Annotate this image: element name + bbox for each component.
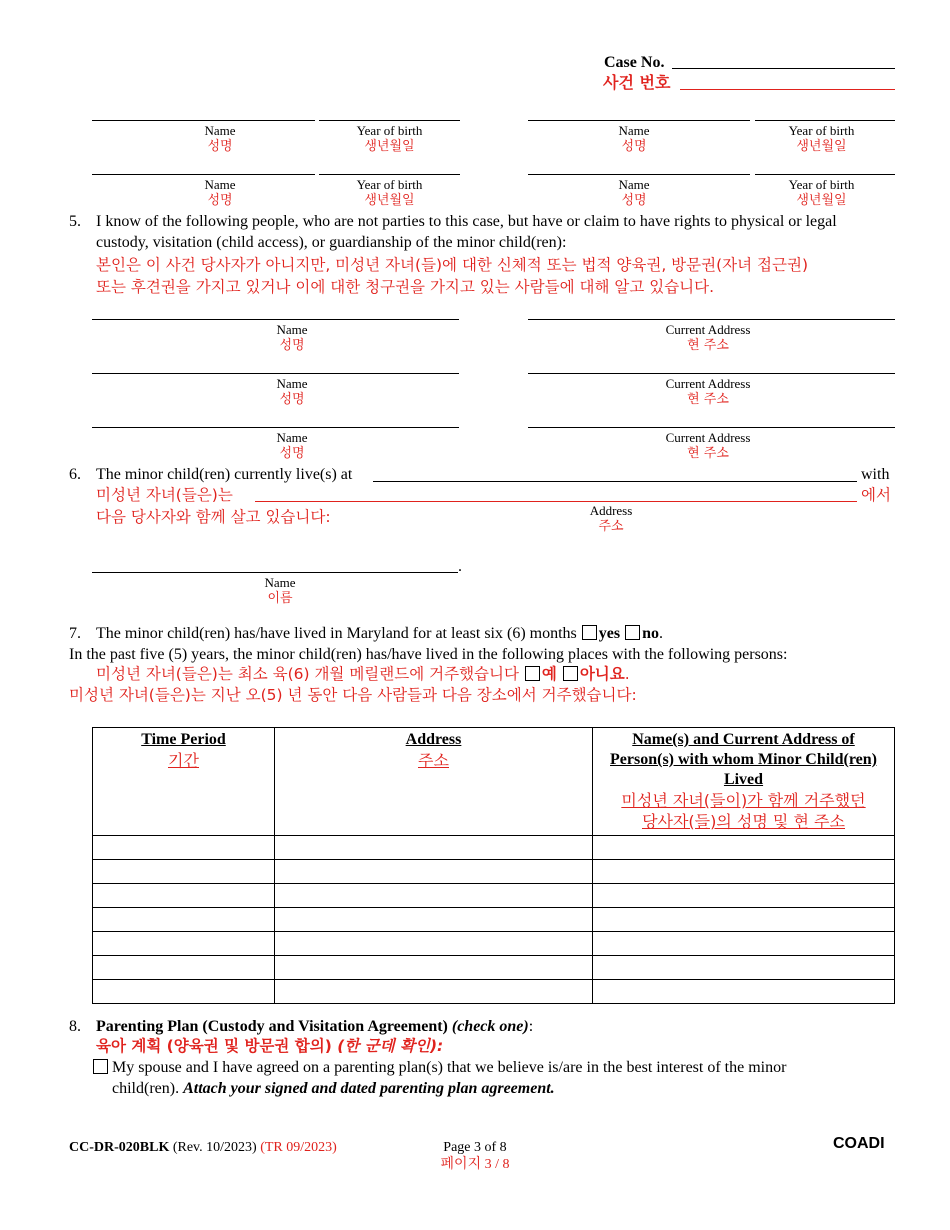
party-yob-line[interactable]	[755, 174, 895, 175]
item5-address-caption: Current Address 현 주소	[665, 430, 751, 461]
party-yob-caption: Year of birth 생년월일	[788, 177, 855, 208]
item5-number: 5.	[69, 213, 81, 230]
item7-no-ko-label: 아니요	[579, 665, 625, 683]
table-cell[interactable]	[93, 908, 275, 932]
table-row	[93, 908, 895, 932]
item5-text-ko-line1: 본인은 이 사건 당사자가 아니지만, 미성년 자녀(들)에 대한 신체적 또는 법적 양육권, 방문권(자녀 접근권)	[96, 256, 808, 274]
item7-no-ko-checkbox[interactable]	[563, 666, 578, 681]
item7-yes-checkbox[interactable]	[582, 625, 597, 640]
table-cell[interactable]	[93, 836, 275, 860]
party-yob-caption: Year of birth 생년월일	[356, 177, 423, 208]
footer-form-id: CC-DR-020BLK (Rev. 10/2023) (TR 09/2023)	[69, 1140, 337, 1155]
table-cell[interactable]	[275, 956, 593, 980]
party-yob-caption: Year of birth 생년월일	[788, 123, 855, 154]
party-name-line[interactable]	[528, 174, 750, 175]
table-cell[interactable]	[593, 980, 895, 1004]
table-cell[interactable]	[593, 908, 895, 932]
table-row	[93, 860, 895, 884]
item7-yes-ko-checkbox[interactable]	[525, 666, 540, 681]
table-cell[interactable]	[275, 980, 593, 1004]
item6-text-ko: 미성년 자녀(들은)는	[96, 486, 233, 504]
item5-address-line[interactable]	[528, 319, 895, 320]
table-row	[93, 884, 895, 908]
item5-name-caption: Name 성명	[276, 322, 308, 353]
item7-text2: In the past five (5) years, the minor child(ren) has/have lived in the following places with the following persons:	[69, 646, 788, 663]
case-no-line-ko	[680, 89, 895, 90]
table-cell[interactable]	[93, 956, 275, 980]
case-no-label: Case No.	[604, 54, 665, 71]
item7-text-ko: 미성년 자녀(들은)는 최소 육(6) 개월 메릴랜드에 거주했습니다	[96, 665, 519, 683]
party-name-caption: Name 성명	[618, 123, 650, 154]
table-cell[interactable]	[593, 860, 895, 884]
item5-name-caption: Name 성명	[276, 430, 308, 461]
item5-name-line[interactable]	[92, 427, 459, 428]
party-name-caption: Name 성명	[204, 177, 236, 208]
item6-number: 6.	[69, 466, 81, 483]
item6-name-caption: Name 이름	[264, 575, 296, 606]
item7-yes-ko-label: 예	[541, 665, 557, 683]
party-yob-line[interactable]	[319, 120, 460, 121]
item5-name-line[interactable]	[92, 373, 459, 374]
item7-text2-ko: 미성년 자녀(들은)는 지난 오(5) 년 동안 다음 사람들과 다음 장소에서 거주했습니다:	[69, 686, 637, 704]
party-name-caption: Name 성명	[204, 123, 236, 154]
item8-check-one: (check one)	[451, 1018, 529, 1035]
case-no-label-ko: 사건 번호	[603, 73, 671, 92]
table-cell[interactable]	[93, 860, 275, 884]
item6-address-line[interactable]	[373, 481, 857, 482]
party-yob-caption: Year of birth 생년월일	[356, 123, 423, 154]
item8-title: Parenting Plan (Custody and Visitation Agreement)	[96, 1018, 448, 1035]
item6-end-ko: 에서	[861, 486, 891, 504]
table-row	[93, 980, 895, 1004]
item8-title-ko: 육아 계획 (양육권 및 방문권 합의)	[96, 1037, 332, 1055]
item8-title-ko-line	[96, 1035, 443, 1057]
table-row	[93, 836, 895, 860]
item8-option1-line1: My spouse and I have agreed on a parenting plan(s) that we believe is/are in the best interest of the minor	[112, 1059, 787, 1076]
item7-no-label: no	[642, 625, 659, 642]
item7-text: The minor child(ren) has/have lived in Maryland for at least six (6) months	[96, 625, 577, 642]
item6-line2-ko: 다음 당사자와 함께 살고 있습니다:	[96, 508, 331, 526]
case-no-line[interactable]	[672, 68, 895, 69]
header-persons: Name(s) and Current Address of Person(s) with whom Minor Child(ren) Lived 미성년 자녀(들이)가 함께 거주했던 당사자(들)의 성명 및 현 주소	[593, 728, 895, 836]
table-row	[93, 956, 895, 980]
item5-text-ko-line2: 또는 후견권을 가지고 있거나 이에 대한 청구권을 가지고 있는 사람들에 대해 알고 있습니다.	[96, 278, 715, 296]
item5-text-line2: custody, visitation (child access), or guardianship of the minor child(ren):	[96, 234, 567, 251]
table-cell[interactable]	[275, 860, 593, 884]
residence-history-table	[92, 727, 895, 1004]
item5-address-line[interactable]	[528, 427, 895, 428]
item5-name-caption: Name 성명	[276, 376, 308, 407]
item6-address-line-ko	[255, 501, 857, 502]
item5-name-line[interactable]	[92, 319, 459, 320]
item5-address-line[interactable]	[528, 373, 895, 374]
table-cell[interactable]	[275, 908, 593, 932]
item7-yes-label: yes	[598, 625, 621, 642]
item5-text-line1: I know of the following people, who are not parties to this case, but have or claim to have rights to physical or legal	[96, 213, 837, 230]
header-time-period: Time Period 기간	[93, 728, 275, 836]
item7-line: The minor child(ren) has/have lived in Maryland for at least six (6) months yes no.	[96, 625, 663, 642]
item8-number: 8.	[69, 1018, 81, 1035]
footer-agency: COADI	[833, 1135, 885, 1152]
item6-name-line[interactable]	[92, 572, 458, 573]
item8-check-one-ko: (한 군데 확인):	[337, 1037, 444, 1055]
item8-title-line: Parenting Plan (Custody and Visitation Agreement) (check one):	[96, 1018, 534, 1035]
table-cell[interactable]	[593, 956, 895, 980]
item6-with: with	[861, 466, 890, 483]
table-cell[interactable]	[275, 932, 593, 956]
table-cell[interactable]	[93, 980, 275, 1004]
party-name-line[interactable]	[92, 120, 315, 121]
table-cell[interactable]	[93, 932, 275, 956]
table-cell[interactable]	[275, 836, 593, 860]
item6-period: .	[458, 558, 462, 575]
party-name-line[interactable]	[528, 120, 750, 121]
item8-option1	[92, 1057, 786, 1078]
table-header-row	[93, 728, 895, 836]
item8-option1-checkbox[interactable]	[93, 1059, 108, 1074]
header-address: Address 주소	[275, 728, 593, 836]
party-name-line[interactable]	[92, 174, 315, 175]
item7-number: 7.	[69, 625, 81, 642]
table-row	[93, 932, 895, 956]
party-name-caption: Name 성명	[618, 177, 650, 208]
item7-line-ko: 미성년 자녀(들은)는 최소 육(6) 개월 메릴랜드에 거주했습니다 예 아니요.	[96, 665, 630, 683]
table-cell[interactable]	[593, 836, 895, 860]
item5-address-caption: Current Address 현 주소	[665, 376, 751, 407]
item7-no-checkbox[interactable]	[625, 625, 640, 640]
item8-attach-note: Attach your signed and dated parenting plan agreement.	[183, 1080, 555, 1097]
item5-address-caption: Current Address 현 주소	[665, 322, 751, 353]
footer-page: Page 3 of 8 페이지 3 / 8	[440, 1140, 510, 1172]
table-cell[interactable]	[593, 932, 895, 956]
item6-text: The minor child(ren) currently live(s) at	[96, 466, 353, 483]
party-yob-line[interactable]	[319, 174, 460, 175]
table-cell[interactable]	[93, 884, 275, 908]
party-yob-line[interactable]	[755, 120, 895, 121]
table-cell[interactable]	[593, 884, 895, 908]
item8-option1-line2: child(ren). Attach your signed and dated parenting plan agreement.	[112, 1080, 555, 1097]
item6-address-caption: Address 주소	[589, 503, 633, 534]
table-cell[interactable]	[275, 884, 593, 908]
